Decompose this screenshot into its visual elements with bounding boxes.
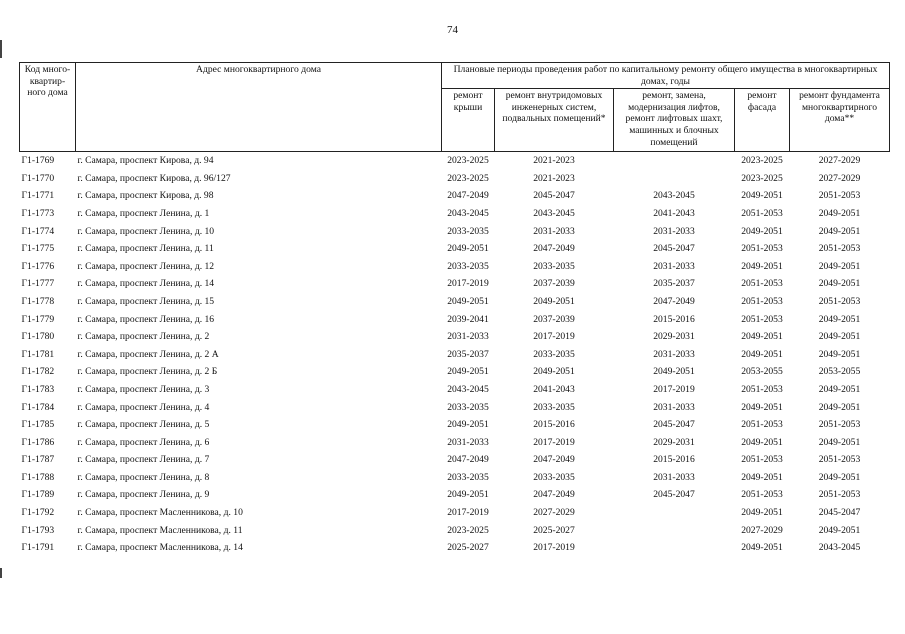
cell-systems: 2015-2016 xyxy=(533,419,575,431)
cell-foundation: 2049-2051 xyxy=(818,383,861,395)
column-header-address: Адрес многоквартирного дома xyxy=(76,63,442,152)
cell-roof: 2033-2035 xyxy=(447,260,489,272)
cell-elevators: 2041-2043 xyxy=(653,207,695,219)
cell-code: Г1-1775 xyxy=(21,243,55,255)
column-header-elevators: ремонт, замена, модернизация лифтов, ремонт лифтовых шахт, машинных и блочных помещений xyxy=(614,89,735,152)
cell-address: г. Самара, проспект Ленина, д. 6 xyxy=(77,436,210,448)
column-header-systems: ремонт внутридомовых инженерных систем, подвальных помещений* xyxy=(495,89,614,152)
cell-systems: 2045-2047 xyxy=(533,190,575,202)
cell-facade: 2049-2051 xyxy=(741,436,783,448)
cell-systems: 2037-2039 xyxy=(533,278,575,290)
cell-code: Г1-1769 xyxy=(21,155,55,167)
cell-address: г. Самара, проспект Ленина, д. 11 xyxy=(77,243,214,255)
cell-facade: 2049-2051 xyxy=(741,348,783,360)
cell-elevators: 2045-2047 xyxy=(653,489,695,501)
cell-roof: 2043-2045 xyxy=(447,207,489,219)
cell-foundation: 2027-2029 xyxy=(818,172,861,184)
table-row xyxy=(20,469,890,487)
table-row xyxy=(20,504,890,522)
cell-systems: 2017-2019 xyxy=(533,542,575,554)
cell-address: г. Самара, проспект Ленина, д. 2 А xyxy=(77,348,219,360)
cell-code: Г1-1788 xyxy=(21,471,55,483)
cell-address: г. Самара, проспект Ленина, д. 12 xyxy=(77,260,215,272)
cell-foundation: 2049-2051 xyxy=(818,436,861,448)
cell-facade: 2051-2053 xyxy=(741,207,783,219)
cell-elevators: 2047-2049 xyxy=(653,295,695,307)
cell-roof: 2031-2033 xyxy=(447,436,489,448)
cell-systems: 2049-2051 xyxy=(533,295,575,307)
cell-code: Г1-1789 xyxy=(21,489,55,501)
cell-systems: 2047-2049 xyxy=(533,489,575,501)
table-row xyxy=(20,363,890,381)
cell-facade: 2027-2029 xyxy=(741,524,783,536)
cell-elevators: 2045-2047 xyxy=(653,243,695,255)
cell-facade: 2049-2051 xyxy=(741,542,783,554)
cell-code: Г1-1784 xyxy=(21,401,55,413)
cell-code: Г1-1770 xyxy=(21,172,55,184)
cell-address: г. Самара, проспект Ленина, д. 3 xyxy=(77,383,210,395)
page-number: 74 xyxy=(447,24,458,36)
column-header-foundation: ремонт фундамента многоквартирного дома** xyxy=(790,89,890,152)
cell-facade: 2049-2051 xyxy=(741,260,783,272)
cell-address: г. Самара, проспект Ленина, д. 1 xyxy=(77,207,210,219)
cell-address: г. Самара, проспект Масленникова, д. 14 xyxy=(77,542,243,554)
cell-systems: 2021-2023 xyxy=(533,155,575,167)
cell-roof: 2049-2051 xyxy=(447,243,489,255)
cell-facade: 2049-2051 xyxy=(741,401,783,413)
cell-elevators: 2031-2033 xyxy=(653,348,695,360)
cell-systems: 2033-2035 xyxy=(533,348,575,360)
cell-foundation: 2027-2029 xyxy=(818,155,861,167)
cell-roof: 2047-2049 xyxy=(447,454,489,466)
cell-address: г. Самара, проспект Масленникова, д. 11 xyxy=(77,524,243,536)
cell-facade: 2023-2025 xyxy=(741,155,783,167)
cell-roof: 2025-2027 xyxy=(447,542,489,554)
cell-foundation: 2049-2051 xyxy=(818,401,861,413)
cell-code: Г1-1786 xyxy=(21,436,55,448)
cell-roof: 2033-2035 xyxy=(447,225,489,237)
table-row xyxy=(20,170,890,188)
cell-roof: 2043-2045 xyxy=(447,383,489,395)
table-row xyxy=(20,434,890,452)
cell-address: г. Самара, проспект Кирова, д. 98 xyxy=(77,190,214,202)
cell-elevators xyxy=(614,522,735,540)
column-header-roof: ремонт крыши xyxy=(442,89,495,152)
cell-code: Г1-1777 xyxy=(21,278,55,290)
cell-foundation: 2049-2051 xyxy=(818,207,861,219)
cell-roof: 2049-2051 xyxy=(447,295,489,307)
table-row xyxy=(20,187,890,205)
cell-systems: 2025-2027 xyxy=(533,524,575,536)
table-row xyxy=(20,346,890,364)
cell-code: Г1-1792 xyxy=(21,507,55,519)
cell-address: г. Самара, проспект Ленина, д. 9 xyxy=(77,489,210,501)
cell-roof: 2023-2025 xyxy=(447,172,489,184)
cell-code: Г1-1793 xyxy=(21,524,55,536)
cell-address: г. Самара, проспект Масленникова, д. 10 xyxy=(77,507,243,519)
table-row xyxy=(20,275,890,293)
cell-address: г. Самара, проспект Ленина, д. 2 Б xyxy=(77,366,218,378)
cell-address: г. Самара, проспект Ленина, д. 5 xyxy=(77,419,210,431)
cell-systems: 2049-2051 xyxy=(533,366,575,378)
cell-facade: 2051-2053 xyxy=(741,454,783,466)
table-row xyxy=(20,152,890,170)
cell-code: Г1-1782 xyxy=(21,366,55,378)
table-row xyxy=(20,328,890,346)
cell-systems: 2033-2035 xyxy=(533,401,575,413)
cell-code: Г1-1785 xyxy=(21,419,55,431)
cell-address: г. Самара, проспект Ленина, д. 8 xyxy=(77,471,210,483)
cell-foundation: 2049-2051 xyxy=(818,471,861,483)
cell-code: Г1-1779 xyxy=(21,313,55,325)
table-row xyxy=(20,451,890,469)
cell-facade: 2049-2051 xyxy=(741,507,783,519)
table-row xyxy=(20,381,890,399)
cell-systems: 2017-2019 xyxy=(533,436,575,448)
cell-facade: 2051-2053 xyxy=(741,419,783,431)
cell-facade: 2051-2053 xyxy=(741,313,783,325)
table-body xyxy=(20,152,890,557)
cell-code: Г1-1776 xyxy=(21,260,55,272)
table-row xyxy=(20,539,890,557)
cell-facade: 2049-2051 xyxy=(741,471,783,483)
cell-facade: 2051-2053 xyxy=(741,278,783,290)
cell-code: Г1-1778 xyxy=(21,295,55,307)
cell-foundation: 2049-2051 xyxy=(818,524,861,536)
cell-roof: 2031-2033 xyxy=(447,331,489,343)
cell-foundation: 2049-2051 xyxy=(818,313,861,325)
table-row xyxy=(20,293,890,311)
cell-code: Г1-1773 xyxy=(21,207,55,219)
cell-foundation: 2045-2047 xyxy=(818,507,861,519)
cell-facade: 2051-2053 xyxy=(741,243,783,255)
cell-elevators xyxy=(614,170,735,188)
cell-elevators: 2015-2016 xyxy=(653,313,695,325)
scan-edge-mark xyxy=(0,568,2,578)
cell-foundation: 2043-2045 xyxy=(818,542,861,554)
cell-systems: 2043-2045 xyxy=(533,207,575,219)
cell-facade: 2051-2053 xyxy=(741,295,783,307)
cell-systems: 2017-2019 xyxy=(533,331,575,343)
cell-address: г. Самара, проспект Ленина, д. 4 xyxy=(77,401,210,413)
scan-edge-mark xyxy=(0,40,2,58)
cell-elevators: 2031-2033 xyxy=(653,260,695,272)
cell-facade: 2049-2051 xyxy=(741,331,783,343)
capital-repair-schedule-table xyxy=(19,62,890,557)
cell-roof: 2023-2025 xyxy=(447,524,489,536)
cell-facade: 2051-2053 xyxy=(741,489,783,501)
column-group-header-periods: Плановые периоды проведения работ по капитальному ремонту общего имущества в многоквартирных домах, годы xyxy=(442,63,890,89)
cell-foundation: 2049-2051 xyxy=(818,348,861,360)
table-row xyxy=(20,486,890,504)
cell-address: г. Самара, проспект Ленина, д. 15 xyxy=(77,295,215,307)
cell-foundation: 2049-2051 xyxy=(818,225,861,237)
cell-roof: 2017-2019 xyxy=(447,507,489,519)
cell-foundation: 2051-2053 xyxy=(818,454,861,466)
header-row-top xyxy=(20,63,890,89)
cell-foundation: 2051-2053 xyxy=(818,295,861,307)
cell-address: г. Самара, проспект Ленина, д. 2 xyxy=(77,331,210,343)
cell-systems: 2031-2033 xyxy=(533,225,575,237)
cell-elevators: 2015-2016 xyxy=(653,454,695,466)
cell-foundation: 2051-2053 xyxy=(818,419,861,431)
cell-systems: 2021-2023 xyxy=(533,172,575,184)
cell-code: Г1-1774 xyxy=(21,225,55,237)
cell-foundation: 2051-2053 xyxy=(818,489,861,501)
cell-roof: 2033-2035 xyxy=(447,471,489,483)
cell-systems: 2041-2043 xyxy=(533,383,575,395)
cell-elevators: 2029-2031 xyxy=(653,436,695,448)
cell-systems: 2047-2049 xyxy=(533,243,575,255)
cell-facade: 2049-2051 xyxy=(741,190,783,202)
table-row xyxy=(20,311,890,329)
cell-facade: 2023-2025 xyxy=(741,172,783,184)
cell-systems: 2027-2029 xyxy=(533,507,575,519)
cell-systems: 2037-2039 xyxy=(533,313,575,325)
cell-elevators: 2031-2033 xyxy=(653,471,695,483)
table-row xyxy=(20,522,890,540)
cell-systems: 2033-2035 xyxy=(533,471,575,483)
cell-roof: 2035-2037 xyxy=(447,348,489,360)
cell-foundation: 2049-2051 xyxy=(818,331,861,343)
table-row xyxy=(20,223,890,241)
cell-elevators: 2043-2045 xyxy=(653,190,695,202)
cell-roof: 2047-2049 xyxy=(447,190,489,202)
cell-address: г. Самара, проспект Ленина, д. 7 xyxy=(77,454,210,466)
cell-roof: 2049-2051 xyxy=(447,489,489,501)
cell-elevators xyxy=(614,152,735,170)
cell-elevators: 2031-2033 xyxy=(653,225,695,237)
cell-elevators: 2029-2031 xyxy=(653,331,695,343)
cell-elevators: 2031-2033 xyxy=(653,401,695,413)
table-row xyxy=(20,258,890,276)
cell-roof: 2049-2051 xyxy=(447,419,489,431)
cell-elevators: 2017-2019 xyxy=(653,383,695,395)
cell-roof: 2033-2035 xyxy=(447,401,489,413)
cell-elevators xyxy=(614,539,735,557)
column-header-code: Код много-квартир-ного дома xyxy=(20,63,76,152)
cell-roof: 2023-2025 xyxy=(447,155,489,167)
cell-elevators xyxy=(614,504,735,522)
cell-roof: 2039-2041 xyxy=(447,313,489,325)
cell-code: Г1-1771 xyxy=(21,190,55,202)
cell-code: Г1-1783 xyxy=(21,383,55,395)
cell-elevators: 2035-2037 xyxy=(653,278,695,290)
cell-systems: 2033-2035 xyxy=(533,260,575,272)
cell-foundation: 2049-2051 xyxy=(818,278,861,290)
cell-systems: 2047-2049 xyxy=(533,454,575,466)
cell-facade: 2051-2053 xyxy=(741,383,783,395)
cell-foundation: 2049-2051 xyxy=(818,260,861,272)
cell-elevators: 2049-2051 xyxy=(653,366,695,378)
cell-address: г. Самара, проспект Ленина, д. 10 xyxy=(77,225,215,237)
cell-address: г. Самара, проспект Кирова, д. 96/127 xyxy=(77,172,231,184)
cell-facade: 2053-2055 xyxy=(741,366,783,378)
cell-code: Г1-1787 xyxy=(21,454,55,466)
cell-foundation: 2051-2053 xyxy=(818,190,861,202)
cell-code: Г1-1791 xyxy=(21,542,55,554)
cell-foundation: 2051-2053 xyxy=(818,243,861,255)
column-header-facade: ремонт фасада xyxy=(735,89,790,152)
cell-address: г. Самара, проспект Кирова, д. 94 xyxy=(77,155,214,167)
cell-roof: 2049-2051 xyxy=(447,366,489,378)
cell-code: Г1-1781 xyxy=(21,348,55,360)
table-row xyxy=(20,240,890,258)
table-row xyxy=(20,205,890,223)
cell-roof: 2017-2019 xyxy=(447,278,489,290)
cell-foundation: 2053-2055 xyxy=(818,366,861,378)
cell-address: г. Самара, проспект Ленина, д. 14 xyxy=(77,278,215,290)
table-row xyxy=(20,399,890,417)
cell-code: Г1-1780 xyxy=(21,331,55,343)
cell-address: г. Самара, проспект Ленина, д. 16 xyxy=(77,313,215,325)
cell-facade: 2049-2051 xyxy=(741,225,783,237)
table-row xyxy=(20,416,890,434)
cell-elevators: 2045-2047 xyxy=(653,419,695,431)
